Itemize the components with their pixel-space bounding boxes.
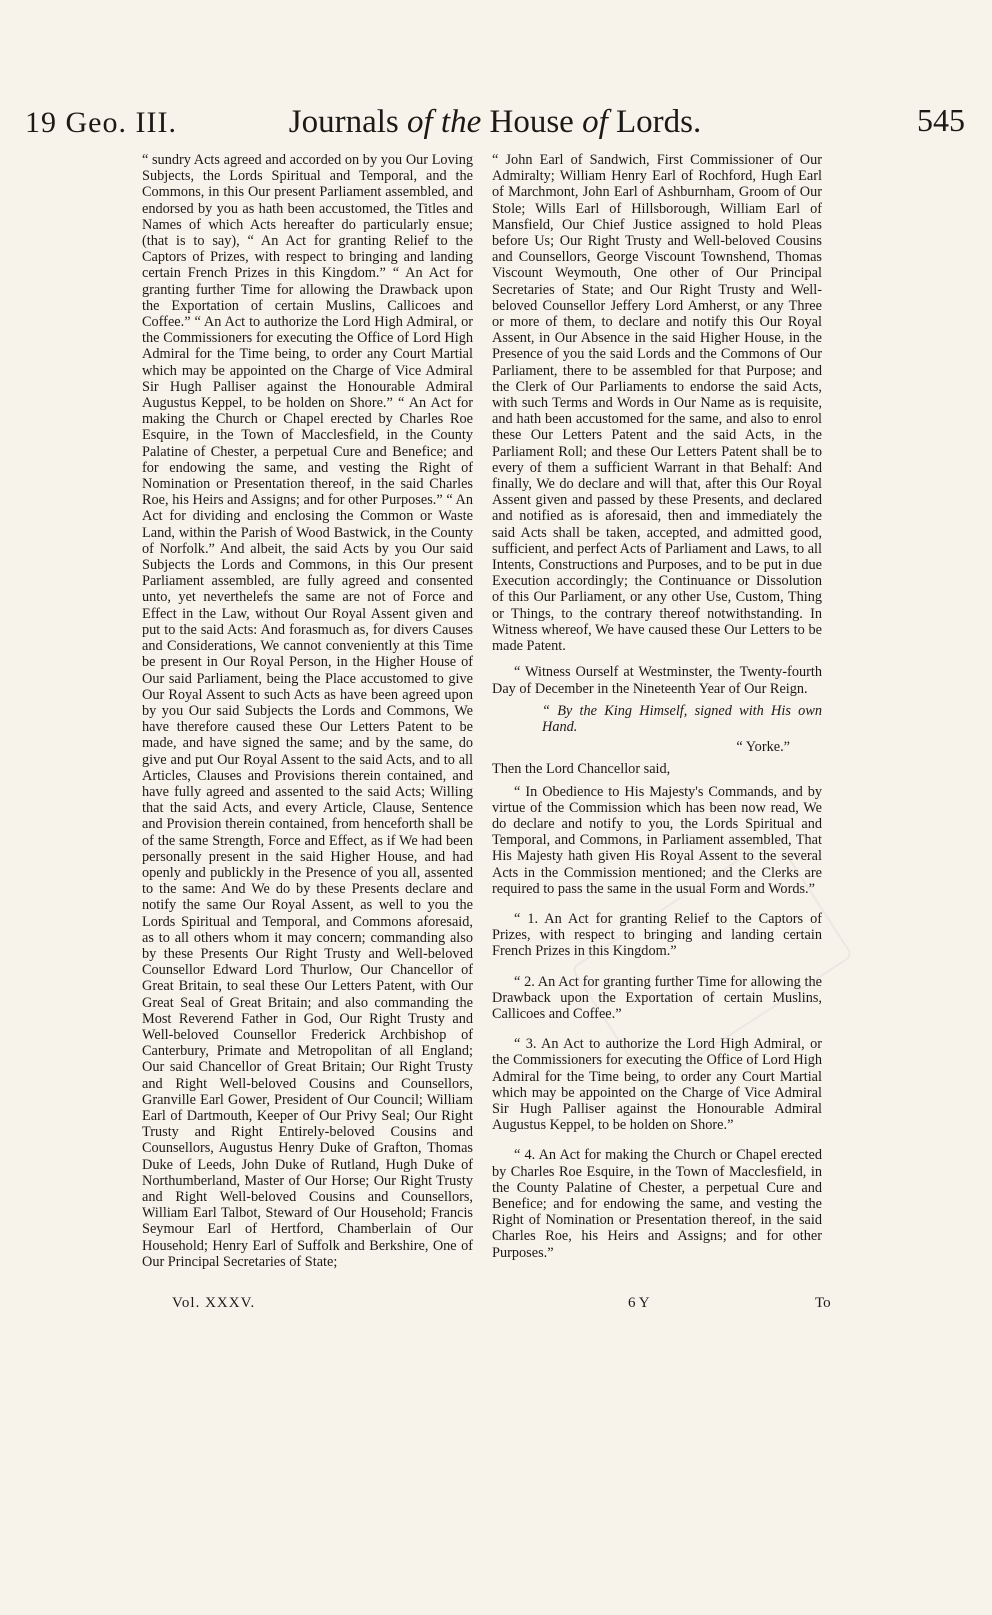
catchword: To [815, 1295, 831, 1311]
act-item-2: “ 2. An Act for granting further Time for allowing the Drawback upon the Exportation of certain Muslins, Callicoes and Coffee.” [492, 973, 822, 1022]
commission-text: “ sundry Acts agreed and accorded on by you Our Loving Subjects, the Lords Spiritual and Temporal, and the Commons, in this Our present Parliament assembled, and endorsed by you as hath been accustomed, the Titles and Names of which Acts hereafter do particularly ensue; (that is to say), “ An Act for granting Relief to the Captors of Prizes, with respect to bringing and landing certain French Prizes in this Kingdom.” “ An Act for granting further Time for allowing the Drawback upon the Exportation of certain Muslins, Callicoes and Coffee.” “ An Act to authorize the Lord High Admiral, or the Commissioners for executing the Office of Lord High Admiral for the Time being, to order any Court Martial which may be appointed on the Charge of Vice Admiral Sir Hugh Palliser against the Honourable Admiral Augustus Keppel, to be holden on Shore.” “ An Act for making the Church or Chapel erected by Charles Roe Esquire, in the Town of Macclesfield, in the County Palatine of Chester, a perpetual Cure and Benefice; and for endowing the same, and vesting the Right of Nomination or Presentation thereof, in the said Charles Roe, his Heirs and Assigns; and for other Purposes.” “ An Act for dividing and enclosing the Common or Waste Land, within the Parish of Wood Bastwick, in the County of Norfolk.” And albeit, the said Acts by you Our said Subjects the Lords and Commons, in this Our present Parliament assembled, are fully agreed and consented unto, yet neverthelefs the same are not of Force and Effect in the Law, without Our Royal Assent given and put to the said Acts: And forasmuch as, for divers Causes and Considerations, We cannot conveniently at this Time be present in Our Royal Person, in the Higher House of Our said Parliament, being the Place accustomed to give Our Royal Assent to such Acts as have been agreed upon by you Our said Subjects the Lords and Commons, We have therefore caused these Our Letters Patent to be made, and have signed the same; and by the same, do give and put Our Royal Assent to the said Acts, and to all Articles, Clauses and Provisions therein contained, and have fully agreed and assented to the said Acts; Willing that the said Acts, and every Article, Clause, Sentence and Provision therein contained, from henceforth shall be of the same Strength, Force and Effect, as if We had been personally present in the said Higher House, and had openly and publickly in the Presence of you all, assented to the same: And We do by these Presents declare and notify the same Our Royal Assent, as well to you the Lords Spiritual and Temporal, and Commons aforesaid, as to all others whom it may concern; commanding also by these Presents Our Right Trusty and Well-beloved Counsellor Edward Lord Thurlow, Our Chancellor of Great Britain, to seal these Our Letters Patent, with Our Great Seal of Great Britain; and also commanding the Most Reverend Father in God, Our Right Trusty and Well-beloved Counsellor Frederick Archbishop of Canterbury, Primate and Metropolitan of all England; Our said Chancellor of Great Britain; Our Right Trusty and Right Well-beloved Cousins and Counsellors, Granville Earl Gower, President of Our Council; William Earl of Dartmouth, Keeper of Our Privy Seal; Our Right Trusty and Right Entirely-beloved Cousins and Counsellors, Augustus Henry Duke of Grafton, Thomas Duke of Leeds, John Duke of Rutland, Hugh Duke of Northumberland, Master of Our Horse; Our Right Trusty and Right Well-beloved Cousins and Counsellors, William Earl Talbot, Steward of Our Household; Francis Seymour Earl of Hertford, Chamberlain of Our Household; Henry Earl of Suffolk and Berkshire, One of Our Principal Secretaries of State; [142, 152, 473, 1270]
right-column [492, 152, 822, 1261]
signature-mark: 6 Y [628, 1295, 650, 1311]
act-item-4: “ 4. An Act for making the Church or Chapel erected by Charles Roe Esquire, in the Town of Macclesfield, in the County Palatine of Chester, a perpetual Cure and Benefice; and for endowing the same, and vesting the Right of Nomination or Presentation thereof, in the said Charles Roe, his Heirs and Assigns; and for other Purposes.” [492, 1147, 822, 1261]
royal-signature-note: “ By the King Himself, signed with His own Hand. [542, 702, 822, 735]
volume-number: Vol. XXXV. [172, 1295, 256, 1311]
regnal-year: 19 Geo. III. [25, 106, 177, 139]
running-title: Journals of the House of Lords. [288, 104, 702, 140]
chancellor-said: Then the Lord Chancellor said, [492, 761, 671, 778]
left-column [142, 152, 473, 1270]
witness-clause: “ Witness Ourself at Westminster, the Twenty-fourth Day of December in the Nineteenth Year of Our Reign. [492, 664, 822, 697]
yorke-signature: “ Yorke.” [736, 739, 790, 756]
commission-continuation: “ John Earl of Sandwich, First Commissioner of Our Admiralty; William Henry Earl of Rochford, Hugh Earl of Marchmont, John Earl of Ashburnham, Groom of Our Stole; Wills Earl of Hillsborough, William Earl of Mansfield, Our Chief Justice assigned to hold Pleas before Us; Our Right Trusty and Well-beloved Cousins and Counsellors, George Viscount Townshend, Thomas Viscount Weymouth, One other of Our Principal Secretaries of State; and Our Right Trusty and Well-beloved Counsellor Jeffery Lord Amherst, or any Three or more of them, to declare and notify this Our Royal Assent, in Our Absence in the said Higher House, in the Presence of you the said Lords and the Commons of Our Parliament, there to be assembled for that Purpose; and the Clerk of Our Parliaments to endorse the said Acts, with such Terms and Words in Our Name as is requisite, and hath been accustomed for the same, and also to enrol these Our Letters Patent and the said Acts, in the Parliament Roll; and these Our Letters Patent shall be to every of them a sufficient Warrant in that Behalf: And finally, We do declare and will that, after this Our Royal Assent given and passed by these Presents, and declared and notified as is aforesaid, then and immediately the said Acts shall be taken, accepted, and admitted good, sufficient, and perfect Acts of Parliament and Laws, to all Intents, Constructions and Purposes, and to be put in due Execution accordingly; the Continuance or Dissolution of this Our Parliament, or any other Use, Custom, Thing or Things, to the contrary thereof notwithstanding. In Witness whereof, We have caused these Our Letters to be made Patent. [492, 152, 822, 655]
page-footer [0, 1295, 992, 1325]
page-number: 545 [917, 102, 965, 138]
act-item-3: “ 3. An Act to authorize the Lord High Admiral, or the Commissioners for executing the Office of Lord High Admiral for the Time being, to order any Court Martial which may be appointed on the Charge of Vice Admiral Sir Hugh Palliser against the Honourable Admiral Augustus Keppel, to be holden on Shore.” [492, 1036, 822, 1134]
chancellor-declaration: “ In Obedience to His Majesty's Commands, and by virtue of the Commission which has been now read, We do declare and notify to you, the Lords Spiritual and Temporal, and Commons, in Parliament assembled, That His Majesty hath given His Royal Assent to the several Acts in the Commission mentioned; and the Clerks are required to pass the same in the usual Form and Words.” [492, 783, 822, 897]
page-header [25, 100, 965, 148]
act-item-1: “ 1. An Act for granting Relief to the Captors of Prizes, with respect to bringing and landing certain French Prizes in this Kingdom.” [492, 910, 822, 960]
